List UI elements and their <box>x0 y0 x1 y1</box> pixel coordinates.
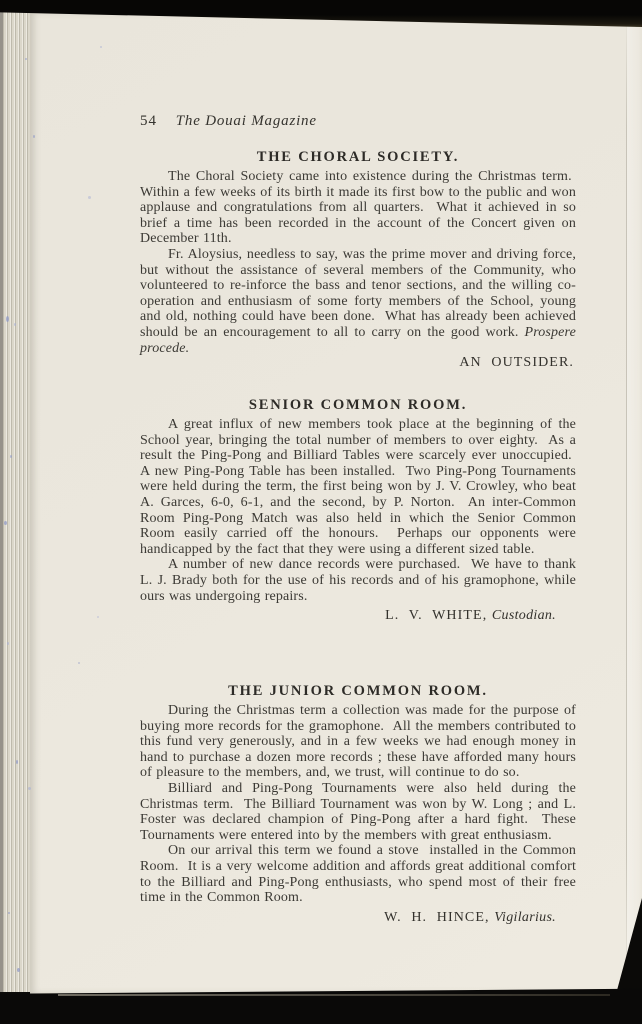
ink-speckle <box>33 135 35 138</box>
ink-speckle <box>88 196 91 199</box>
ink-speckle <box>7 642 9 645</box>
paragraph <box>140 417 576 557</box>
ink-speckle <box>10 455 12 458</box>
book-page <box>30 12 642 994</box>
ink-speckle <box>6 316 9 322</box>
ink-speckle <box>78 662 80 664</box>
ink-speckle <box>4 521 7 525</box>
paragraph-text: A great influx of new members took place at the beginning of the School year, bringing the total number of members to over eighty. As a result the Ping-Pong and Billiard Tables were scarcely ever unoccupied. A new Ping-Pong Table has been installed. Two Ping-Pong Tournaments were held during the term, the first being won by J. V. Crowley, who beat A. Garces, 6-0, 6-1, and the second, by P. Norton. An inter-Common Room Ping-Pong Match was also held in which the Senior Common Room easily carried off the honours. Perhaps our opponents were handicapped by the fact that they were using a different sized table. <box>140 417 576 557</box>
section-junior-common-room <box>140 683 576 926</box>
magazine-title: The Douai Magazine <box>175 113 317 129</box>
paragraph <box>140 247 576 356</box>
ink-speckle <box>8 912 10 914</box>
section-senior-common-room <box>140 397 576 624</box>
section-title: THE JUNIOR COMMON ROOM. <box>228 683 488 699</box>
signature-name: W. H. HINCE, <box>384 909 490 925</box>
bottom-binding <box>0 988 642 1024</box>
page-crease-line <box>626 12 627 994</box>
ink-speckle <box>17 968 20 972</box>
paragraph <box>140 703 576 781</box>
signature-name: AN OUTSIDER. <box>459 355 574 371</box>
running-header <box>140 112 576 131</box>
signature-role: Vigilarius. <box>494 909 556 925</box>
section-choral-society <box>140 149 576 371</box>
section-title: SENIOR COMMON ROOM. <box>248 397 468 413</box>
paragraph-text: During the Christmas term a collection was made for the purpose of buying more records for the gramophone. All the members contributed to this fund very generously, and in a few weeks we had enough money in hand to purchase a dozen more records ; these have afforded many hours of pleasure to the members, and, we trust, will continue to do so. <box>140 703 576 781</box>
ink-speckle <box>16 760 18 764</box>
paragraph-text: Fr. Aloysius, needless to say, was the prime mover and driving force, but without the assistance of several members of the Community, who volunteered to re-inforce the bass and tenor sections, and the willing co-operation and enthusiasm of some forty members of the School, young and old, nothing could have been done. What has already been achieved should be an encouragement to all to carry on the good work. <box>140 246 576 340</box>
paragraph-text: On our arrival this term we found a stove installed in the Common Room. It is a very welcome addition and affords great additional comfort to the Billiard and Ping-Pong enthusiasts, who spend most of their free time in the Common Room. <box>140 843 576 906</box>
ink-speckle <box>28 787 31 790</box>
ink-speckle <box>97 616 99 618</box>
paragraph <box>140 169 576 247</box>
ink-speckle <box>100 46 102 48</box>
signature <box>140 910 574 926</box>
paragraph <box>140 843 576 905</box>
page-curl-edge <box>627 12 642 994</box>
latin-phrase: Prospere procede. <box>140 324 576 356</box>
ink-speckle <box>14 323 16 326</box>
paragraph <box>140 557 576 604</box>
signature-name: L. V. WHITE, <box>385 608 488 624</box>
paragraph <box>140 781 576 843</box>
paragraph-text: Billiard and Ping-Pong Tournaments were also held during the Christmas term. The Billiard Tournament was won by W. Long ; and L. Foster was declared champion of Ping-Pong after a hard fight. These Tournaments were entered into by the members with great enthusiasm. <box>140 780 576 843</box>
signature <box>140 355 574 371</box>
ink-speckle <box>25 58 27 60</box>
section-title: THE CHORAL SOCIETY. <box>256 149 460 165</box>
signature <box>140 608 574 624</box>
paragraph-text: The Choral Society came into existence during the Christmas term. Within a few weeks of its birth it made its first bow to the public and won applause and congratulations from all quarters. What it achieved in so brief a time has been recorded in the account of the Concert given on December 11th. <box>140 169 576 247</box>
page-number: 54 <box>140 113 157 129</box>
paragraph-text: A number of new dance records were purchased. We have to thank L. J. Brady both for the use of his records and of his gramophone, while ours was undergoing repairs. <box>140 557 576 604</box>
signature-role: Custodian. <box>491 608 556 624</box>
